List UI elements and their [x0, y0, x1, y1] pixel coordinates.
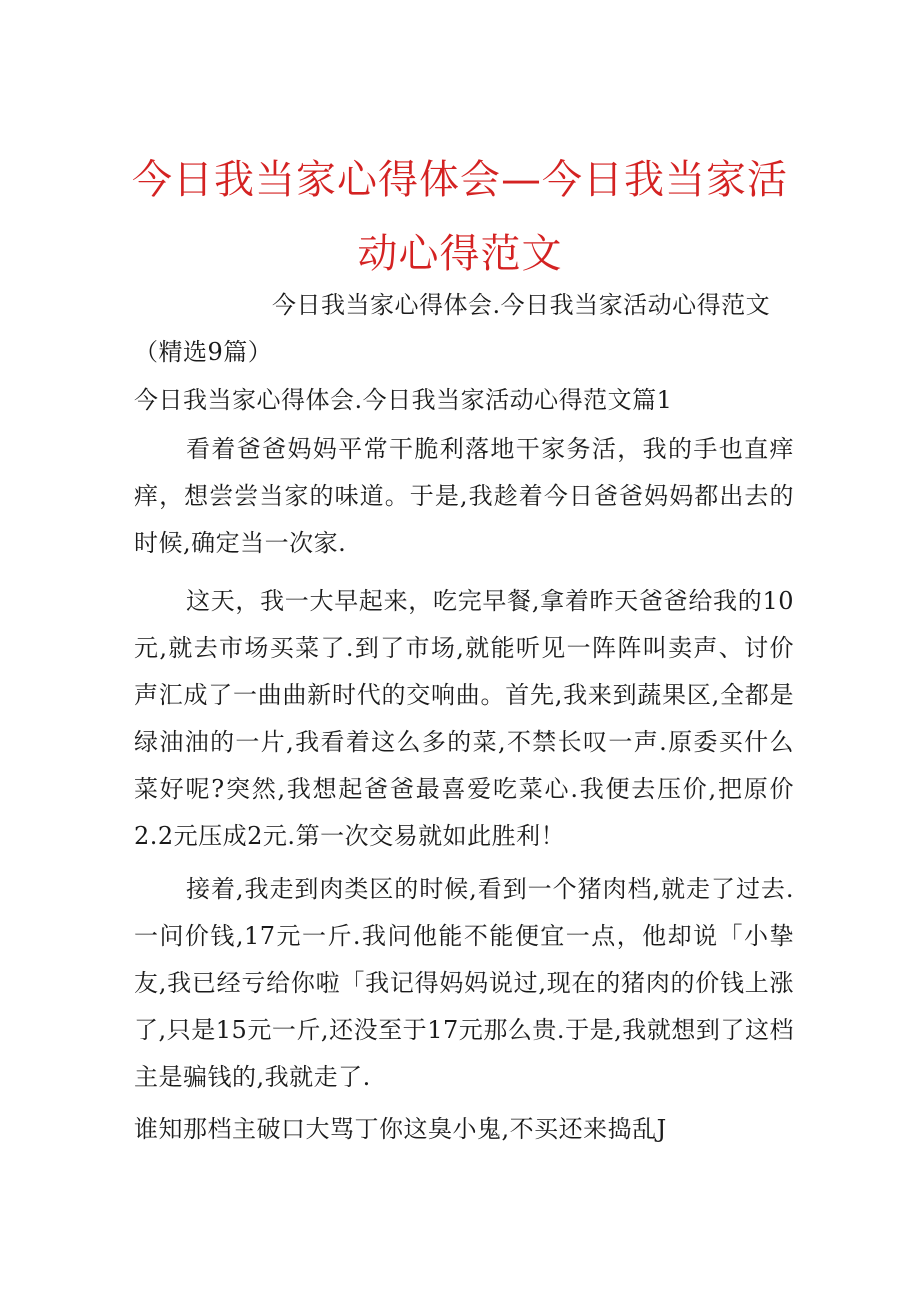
paragraph-4-fragment: 谁知那档主破口大骂丁你这臭小鬼,不买还来捣乱J	[134, 1115, 667, 1143]
document-title-line-2: 动心得范文	[357, 231, 563, 277]
document-title-line-1: 今日我当家心得体会—今日我当家活	[132, 157, 788, 203]
paragraph-2: 这天，我一大早起来，吃完早餐,拿着昨天爸爸给我的10元,就去市场买菜了.到了市场,就能听见一阵阵叫卖声、讨价声汇成了一曲曲新时代的交响曲。首先,我来到蔬果区,全都是绿油油的一片,我看着这么多的菜,不禁长叹一声.原委买什么菜好呢?突然,我想起爸爸最喜爱吃菜心.我便去压价,把原价2.2元压成2元.第一次交易就如此胜利！	[134, 587, 794, 850]
section-heading: 今日我当家心得体会.今日我当家活动心得范文篇1	[134, 386, 673, 414]
subtitle-line-1: 今日我当家心得体会.今日我当家活动心得范文	[272, 291, 771, 319]
paragraph-3: 接着,我走到肉类区的时候,看到一个猪肉档,就走了过去.一问价钱,17元一斤.我问他能不能便宜一点，他却说「小挚友,我已经亏给你啦「我记得妈妈说过,现在的猪肉的价钱上涨了,只是15元一斤,还没至于17元那么贵.于是,我就想到了这档主是骗钱的,我就走了.	[134, 875, 794, 1091]
subtitle-line-2: （精选9篇）	[134, 338, 273, 366]
paragraph-1: 看着爸爸妈妈平常干脆利落地干家务活，我的手也直痒痒，想尝尝当家的味道。于是,我趁着今日爸爸妈妈都出去的时候,确定当一次家.	[134, 435, 794, 557]
